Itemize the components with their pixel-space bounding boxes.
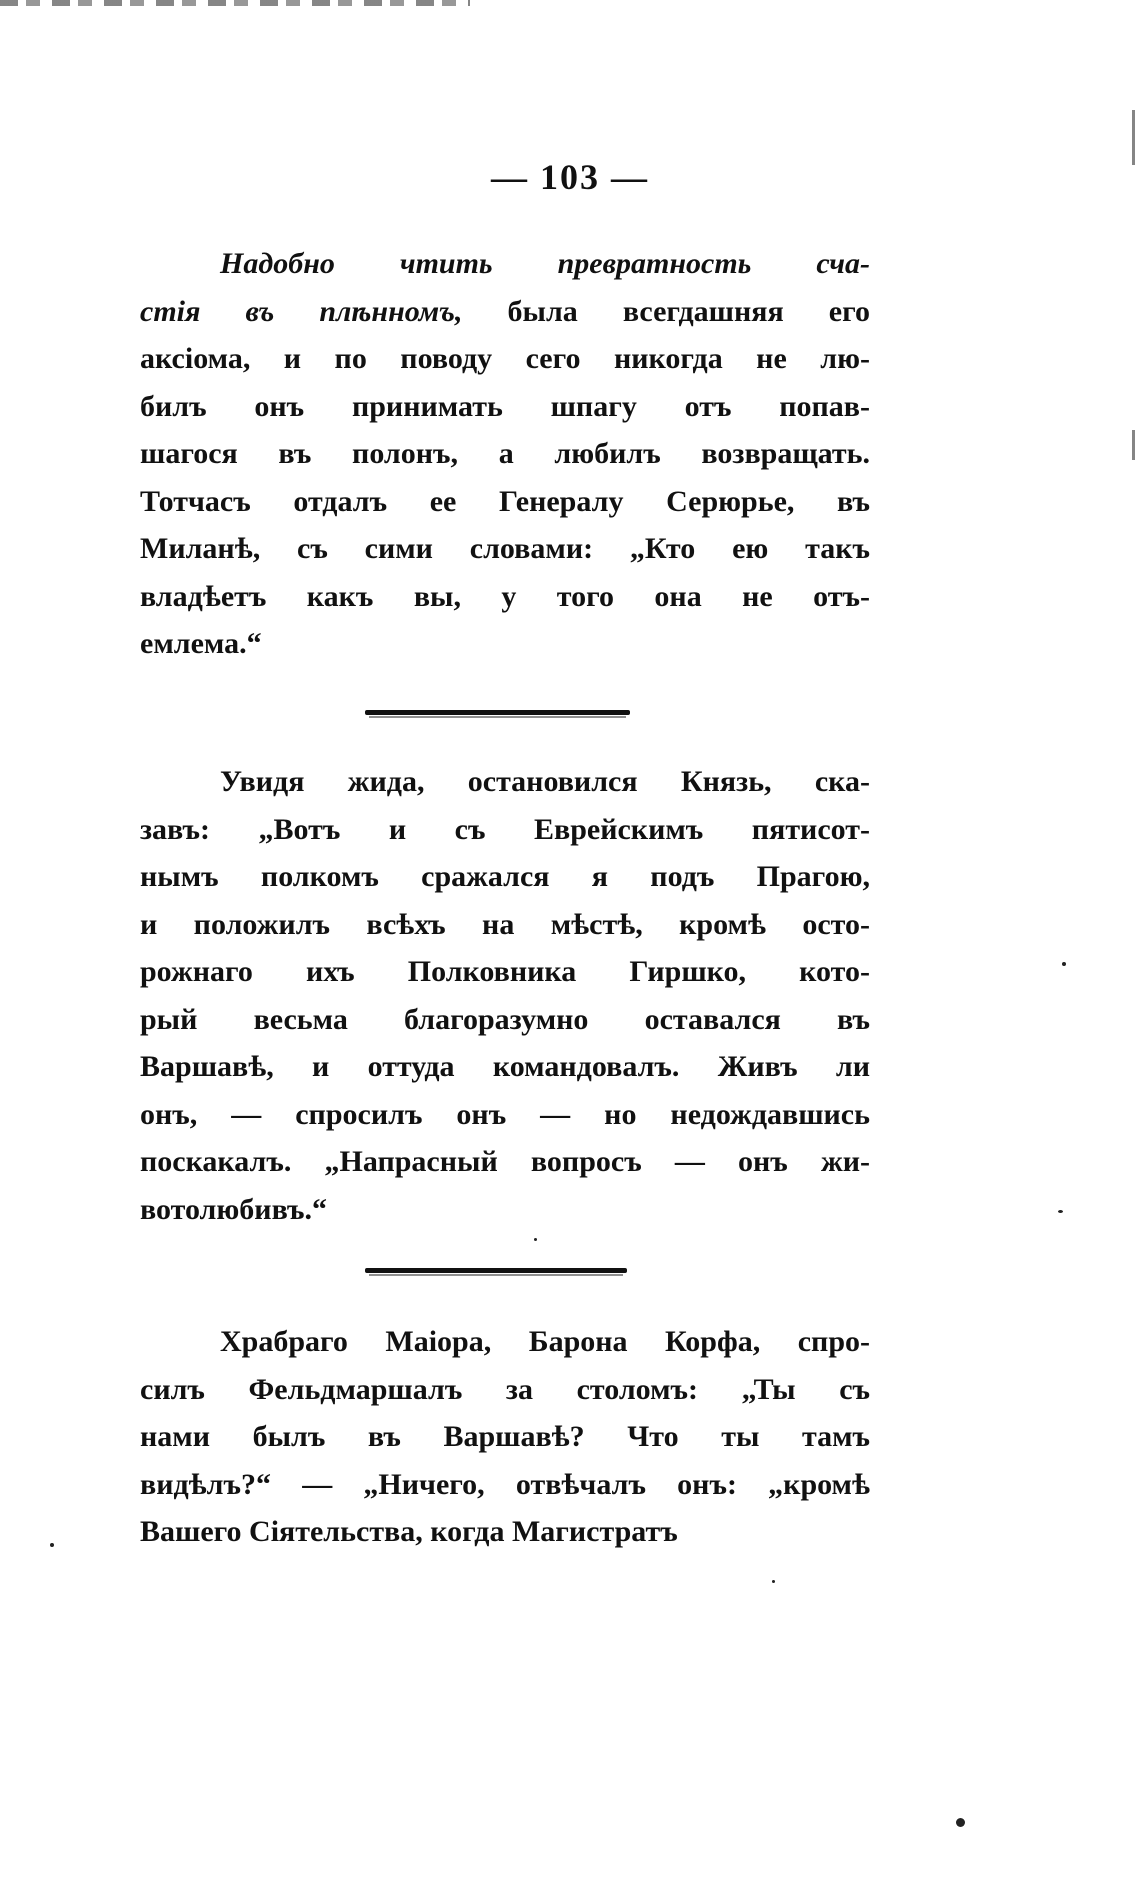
text-line	[140, 430, 870, 478]
text-run: Варшавѣ, и оттуда командовалъ. Живъ ли	[140, 1050, 870, 1083]
scan-speck	[772, 1580, 775, 1583]
text-line	[140, 853, 870, 901]
text-line	[140, 478, 870, 526]
text-run: Увидя жида, остановился Князь, ска-	[220, 765, 870, 798]
scan-edge-mark	[1132, 430, 1135, 460]
text-run: была всегдашняя его	[462, 294, 870, 328]
text-line	[140, 1366, 870, 1414]
text-line	[140, 996, 870, 1044]
italic-text-run: стія въ плѣнномъ,	[140, 294, 463, 328]
text-line	[140, 620, 870, 668]
text-run: видѣлъ?“ — „Ничего, отвѣчалъ онъ: „кромѣ	[140, 1467, 870, 1501]
text-line	[140, 1508, 870, 1556]
scan-speck	[534, 1238, 537, 1241]
paragraph-1	[140, 240, 870, 668]
scan-speck	[956, 1818, 965, 1827]
text-run: силъ Фельдмаршалъ за столомъ: „Ты съ	[140, 1372, 870, 1406]
text-line	[140, 240, 870, 288]
italic-text-run: Надобно чтить превратность сча-	[220, 247, 870, 280]
section-divider	[365, 1268, 627, 1273]
scan-speck	[50, 1543, 54, 1547]
text-line	[140, 1091, 870, 1139]
text-line	[140, 383, 870, 431]
text-run: Вашего Сіятельства, когда Магистратъ	[140, 1515, 678, 1548]
page-number: — 103 —	[491, 157, 649, 197]
text-run: поскакалъ. „Напрасный вопросъ — онъ жи-	[140, 1145, 870, 1178]
text-line	[140, 1413, 870, 1461]
scan-speck	[1062, 962, 1066, 966]
text-run: нымъ полкомъ сражался я подъ Прагою,	[140, 860, 870, 893]
text-line	[140, 573, 870, 621]
text-line	[140, 1461, 870, 1509]
text-run: билъ онъ принимать шпагу отъ попав-	[140, 389, 870, 423]
text-run: и положилъ всѣхъ на мѣстѣ, кромѣ осто-	[140, 907, 870, 941]
text-run: нами былъ въ Варшавѣ? Что ты тамъ	[140, 1420, 870, 1453]
text-line	[140, 335, 870, 383]
text-run: Миланѣ, съ сими словами: „Кто ею такъ	[140, 532, 870, 565]
text-run: вотолюбивъ.“	[140, 1192, 328, 1226]
text-line	[140, 1043, 870, 1091]
paragraph-2	[140, 758, 870, 1233]
text-line	[140, 948, 870, 996]
paragraph-3	[140, 1318, 870, 1556]
text-line	[140, 806, 870, 854]
text-line	[140, 525, 870, 573]
text-run: владѣетъ какъ вы, у того она не отъ-	[140, 579, 870, 613]
section-divider	[365, 710, 630, 715]
text-line	[140, 1186, 870, 1234]
text-line	[140, 288, 870, 336]
text-run: завъ: „Вотъ и съ Еврейскимъ пятисот-	[140, 812, 870, 846]
text-run: Храбраго Маіора, Барона Корфа, спро-	[220, 1325, 870, 1358]
text-run: аксіома, и по поводу сего никогда не лю-	[140, 342, 870, 375]
text-run: онъ, — спросилъ онъ — но недождавшись	[140, 1097, 870, 1131]
scan-edge-artifact	[0, 0, 470, 6]
text-run: Тотчасъ отдалъ ее Генералу Серюрье, въ	[140, 484, 870, 518]
text-run: рожнаго ихъ Полковника Гиршко, кото-	[140, 955, 870, 988]
text-line	[140, 1318, 870, 1366]
scan-speck	[1058, 1210, 1063, 1213]
text-run: емлема.“	[140, 627, 262, 660]
text-run: рый весьма благоразумно оставался въ	[140, 1002, 870, 1036]
text-line	[140, 1138, 870, 1186]
text-line	[140, 901, 870, 949]
text-line	[140, 758, 870, 806]
text-run: шагося въ полонъ, а любилъ возвращать.	[140, 437, 870, 470]
